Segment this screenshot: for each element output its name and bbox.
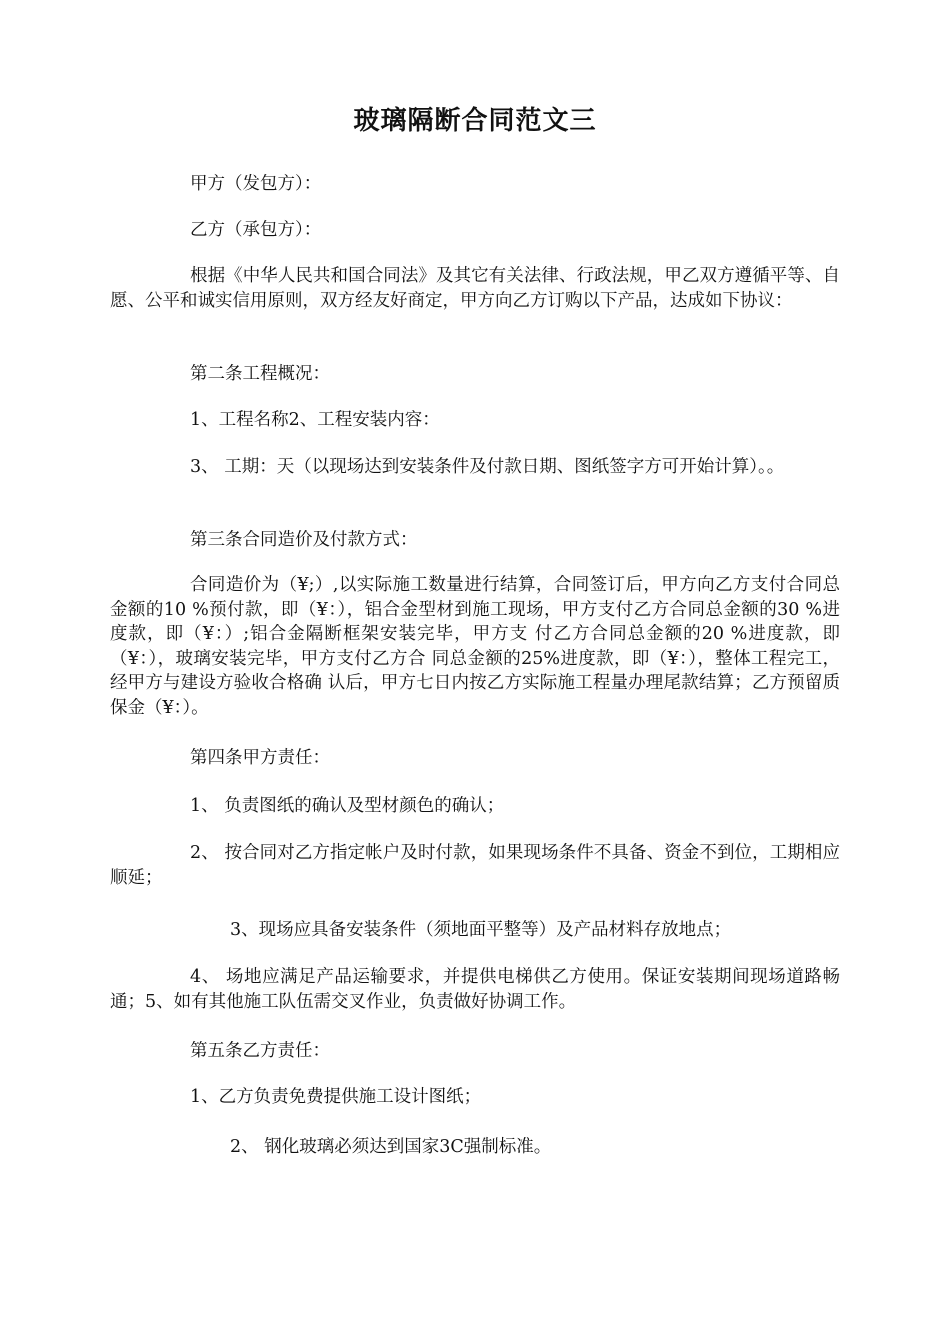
article-4-item-3: 3、现场应具备安装条件（须地面平整等）及产品材料存放地点； <box>230 920 732 940</box>
party-b-line: 乙方（承包方）： <box>190 220 322 240</box>
article-4-item-4: 4、 场地应满足产品运输要求，并提供电梯供乙方使用。保证安装期间现场道路畅通；5、如有其他施工队伍需交叉作业，负责做好协调工作。 <box>110 967 840 1012</box>
article-4-item-1: 1、 负责图纸的确认及型材颜色的确认； <box>190 796 505 816</box>
article-3-body: 合同造价为（¥;）,以实际施工数量进行结算，合同签订后，甲方向乙方支付合同总金额的10 %预付款，即（¥：），铝合金型材到施工现场，甲方支付乙方合同总金额的30 %进度款，即（¥：）;铝合金隔断框架安装完毕，甲方支 付乙方合同总金额的20 %进度款，即（¥：），玻璃安装完毕，甲方支付乙方合 同总金额的25%进度款，即（¥：），整体工程完工，经甲方与建设方验收合格确 认后，甲方七日内按乙方实际施工程量办理尾款结算；乙方预留质保金（¥：）。 <box>110 575 840 718</box>
article-4-heading: 第四条甲方责任： <box>190 748 330 768</box>
document-title: 玻璃隔断合同范文三 <box>353 106 597 136</box>
article-5-item-1: 1、乙方负责免费提供施工设计图纸； <box>190 1087 482 1107</box>
party-a-line: 甲方（发包方）： <box>190 174 322 194</box>
article-2-item-1: 1、工程名称2、工程安装内容： <box>190 410 440 430</box>
article-5-heading: 第五条乙方责任： <box>190 1041 330 1061</box>
article-4-item-2: 2、 按合同对乙方指定帐户及时付款，如果现场条件不具备、资金不到位，工期相应顺延； <box>110 843 840 888</box>
article-5-item-2: 2、 钢化玻璃必须达到国家3C强制标准。 <box>230 1137 552 1157</box>
article-3-heading: 第三条合同造价及付款方式： <box>190 530 418 550</box>
article-2-item-3: 3、 工期：天（以现场达到安装条件及付款日期、图纸签字方可开始计算）。。 <box>190 457 785 477</box>
article-2-heading: 第二条工程概况： <box>190 364 330 384</box>
preamble-paragraph: 根据《中华人民共和国合同法》及其它有关法律、行政法规，甲乙双方遵循平等、自愿、公平和诚实信用原则，双方经友好商定，甲方向乙方订购以下产品，达成如下协议： <box>110 266 840 311</box>
